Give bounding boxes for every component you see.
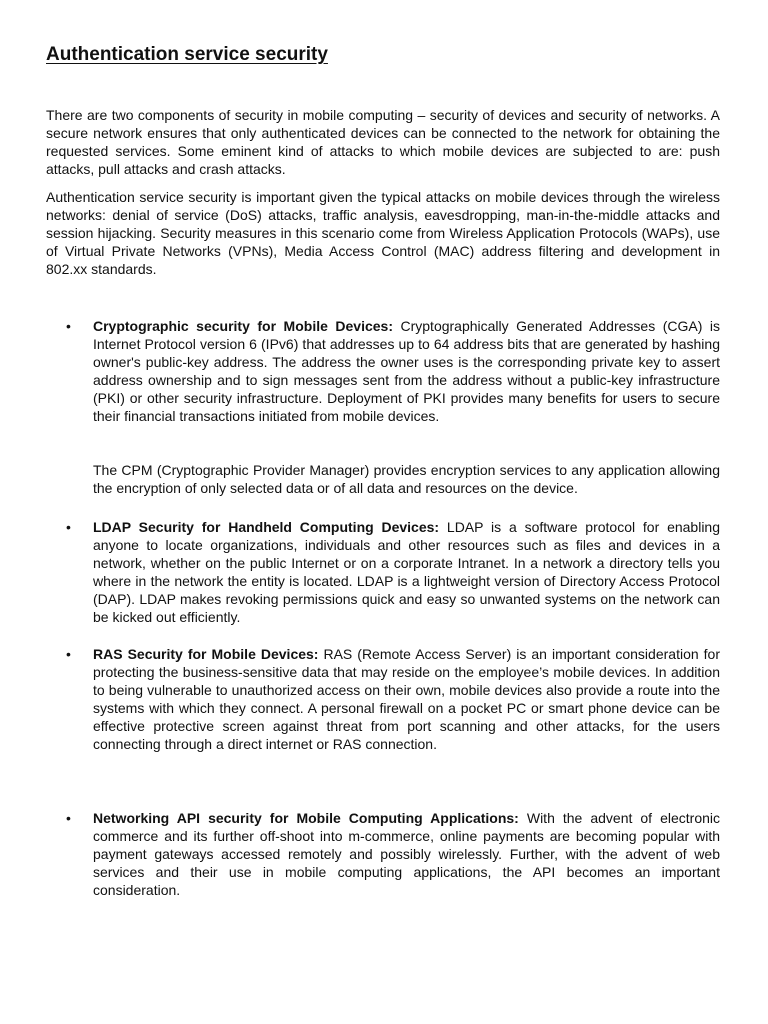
list-item-heading: RAS Security for Mobile Devices: (93, 646, 319, 662)
bullet-icon: • (66, 318, 71, 334)
list-item-body: LDAP is a software protocol for enabling anyone to locate organizations, individuals and other resources such as files and devices in a network, whether on the public Internet or on a corporate Intranet. In a network a directory tells you where in the network the entity is located. LDAP is a lightweight version of Directory Access Protocol (DAP). LDAP makes revoking permissions quick and easy so unwanted systems on the network can be kicked out efficiently. (93, 519, 721, 626)
list-item-body: RAS (Remote Access Server) is an important consideration for protecting the business-sensitive data that may reside on the employee’s mobile devices. In addition to being vulnerable to unauthorized access on their own, mobile devices also provide a route into the systems with which they connect. A personal firewall on a pocket PC or smart phone device can be effective protective screen against threat from port scanning and other attacks, for the users connecting through a direct internet or RAS connection. (93, 646, 720, 753)
list-item-heading: Cryptographic security for Mobile Devices: (93, 318, 393, 334)
intro-paragraph: There are two components of security in mobile computing – security of devices and security of networks. A secure network ensures that only authenticated devices can be connected to the network for obtaining the requested services. Some eminent kind of attacks to which mobile devices are subjected to are: push attacks, pull attacks and crash attacks. (46, 107, 720, 178)
list-item-body: Cryptographically Generated Addresses (CGA) is Internet Protocol version 6 (IPv6) that addresses up to 64 address bits that are generated by hashing owner's public-key address. The address the owner uses is the corresponding private key to assert address ownership and to sign messages sent from the address without a public-key infrastructure (PKI) or other security infrastructure. Deployment of PKI provides many benefits for users to secure their financial transactions initiated from mobile devices. (93, 318, 720, 425)
attacks-paragraph: Authentication service security is important given the typical attacks on mobile devices through the wireless networks: denial of service (DoS) attacks, traffic analysis, eavesdropping, man-in-the-middle attacks and session hijacking. Security measures in this scenario come from Wireless Application Protocols (WAPs), use of Virtual Private Networks (VPNs), Media Access Control (MAC) address filtering and development in 802.xx standards. (46, 189, 720, 278)
list-item-text (93, 809, 720, 899)
list-item-text (93, 317, 720, 426)
page-title: Authentication service security (46, 44, 328, 65)
list-item-text (93, 518, 720, 627)
list-item-body: With the advent of electronic commerce and its further off-shoot into m-commerce, online payments are becoming popular with payment gateways accessed remotely and possibly wirelessly. Further, with the advent of web services and their use in mobile computing applications, the API becomes an important consideration. (93, 810, 720, 899)
list-item-heading: Networking API security for Mobile Computing Applications: (93, 810, 519, 826)
list-item-extra-paragraph: The CPM (Cryptographic Provider Manager) provides encryption services to any application allowing the encryption of only selected data or of all data and resources on the device. (93, 462, 720, 497)
list-item-text (93, 645, 720, 754)
list-item-heading: LDAP Security for Handheld Computing Devices: (93, 519, 440, 535)
bullet-icon: • (66, 519, 71, 535)
bullet-icon: • (66, 646, 71, 662)
bullet-icon: • (66, 810, 71, 826)
